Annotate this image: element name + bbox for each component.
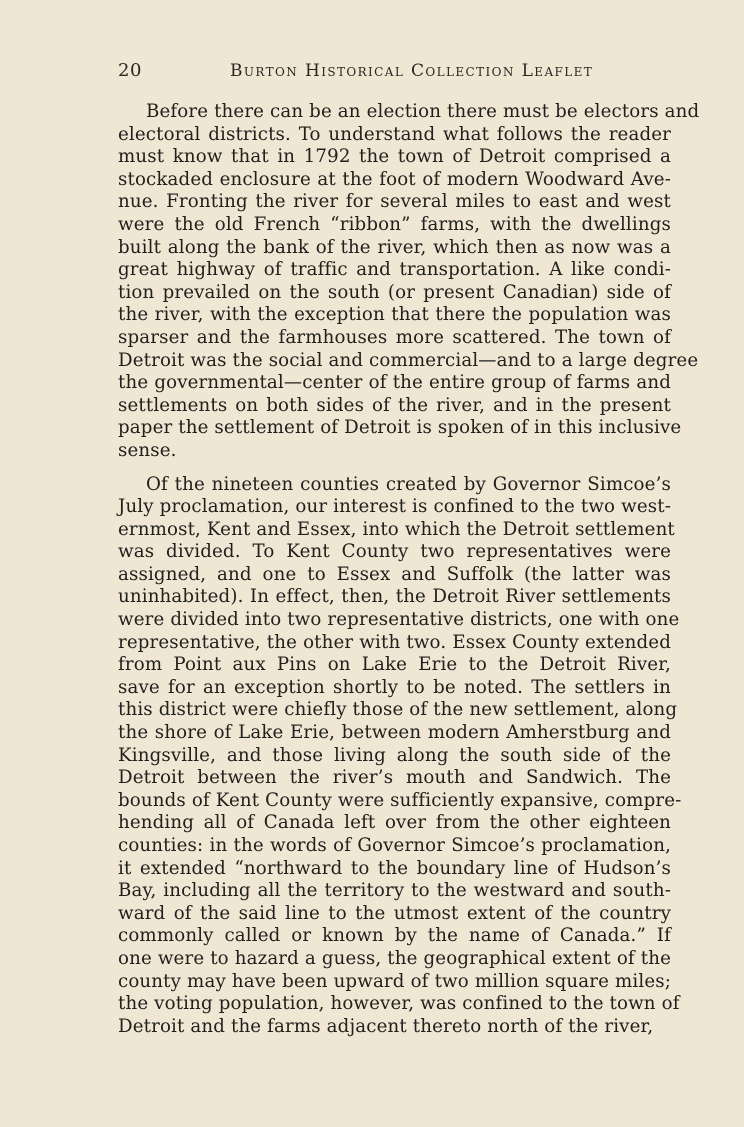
text-line: ward of the said line to the utmost extent of the country (118, 902, 671, 924)
text-line: county may have been upward of two million square miles; (118, 970, 671, 992)
page-header (118, 60, 678, 90)
text-line: counties: in the words of Governor Simcoe’s proclamation, (118, 835, 671, 856)
text-line: the governmental—center of the entire group of farms and (118, 372, 671, 394)
text-line: Detroit between the river’s mouth and Sandwich. The (118, 767, 671, 789)
text-line: hending all of Canada left over from the other eighteen (118, 812, 671, 834)
text-line: sparser and the farmhouses more scattered. The town of (118, 326, 671, 348)
body-text (118, 101, 700, 1049)
text-line: Before there can be an election there must be electors and (146, 101, 700, 122)
text-line: save for an exception shortly to be noted. The settlers in (118, 676, 671, 698)
text-line: July proclamation, our interest is confined to the two west- (118, 496, 671, 518)
text-line: electoral districts. To understand what follows the reader (118, 123, 671, 145)
text-line: tion prevailed on the south (or present Canadian) side of (118, 281, 671, 303)
text-line: Bay, including all the territory to the westward and south- (118, 880, 671, 902)
text-line: from Point aux Pins on Lake Erie to the Detroit River, (118, 654, 671, 676)
text-line: uninhabited). In effect, then, the Detroit River settlements (118, 586, 671, 608)
text-line: bounds of Kent County were sufficiently expansive, compre- (118, 789, 682, 811)
text-line: great highway of traffic and transportation. A like condi- (118, 259, 671, 281)
text-line: was divided. To Kent County two representatives were (118, 541, 671, 563)
text-line: this district were chiefly those of the new settlement, along (118, 699, 678, 721)
text-line: Of the nineteen counties created by Governor Simcoe’s (146, 473, 671, 495)
paragraph (118, 101, 700, 463)
text-line: one were to hazard a guess, the geographical extent of the (118, 947, 671, 969)
text-line: Kingsville, and those living along the south side of the (118, 744, 671, 766)
text-line: commonly called or known by the name of Canada.” If (118, 925, 671, 947)
page-number: 20 (118, 60, 142, 81)
text-line: sense. (118, 439, 177, 461)
text-line: nue. Fronting the river for several miles to east and west (118, 191, 671, 213)
text-line: were divided into two representative districts, one with one (118, 609, 680, 631)
text-line: it extended “northward to the boundary line of Hudson’s (118, 857, 671, 879)
text-line: were the old French “ribbon” farms, with the dwellings (118, 213, 671, 235)
text-line: representative, the other with two. Essex County extended (118, 631, 671, 653)
text-line: assigned, and one to Essex and Suffolk (the latter was (118, 563, 671, 585)
text-line: paper the settlement of Detroit is spoken of in this inclusive (118, 417, 682, 439)
text-line: Detroit and the farms adjacent thereto north of the river, (118, 1015, 654, 1037)
text-line: the voting population, however, was confined to the town of (118, 993, 680, 1015)
text-line: the shore of Lake Erie, between modern Amherstburg and (118, 722, 671, 744)
running-head: Burton Historical Collection Leaflet (230, 61, 594, 81)
text-line: must know that in 1792 the town of Detroit comprised a (118, 146, 671, 168)
text-line: ernmost, Kent and Essex, into which the Detroit settlement (118, 518, 675, 540)
text-line: Detroit was the social and commercial—and to a large degree (118, 349, 699, 371)
paragraph (118, 473, 682, 1039)
text-line: built along the bank of the river, which then as now was a (118, 236, 671, 258)
text-line: settlements on both sides of the river, and in the present (118, 394, 671, 416)
text-line: the river, with the exception that there the population was (118, 304, 671, 326)
text-line: stockaded enclosure at the foot of modern Woodward Ave- (118, 168, 671, 190)
